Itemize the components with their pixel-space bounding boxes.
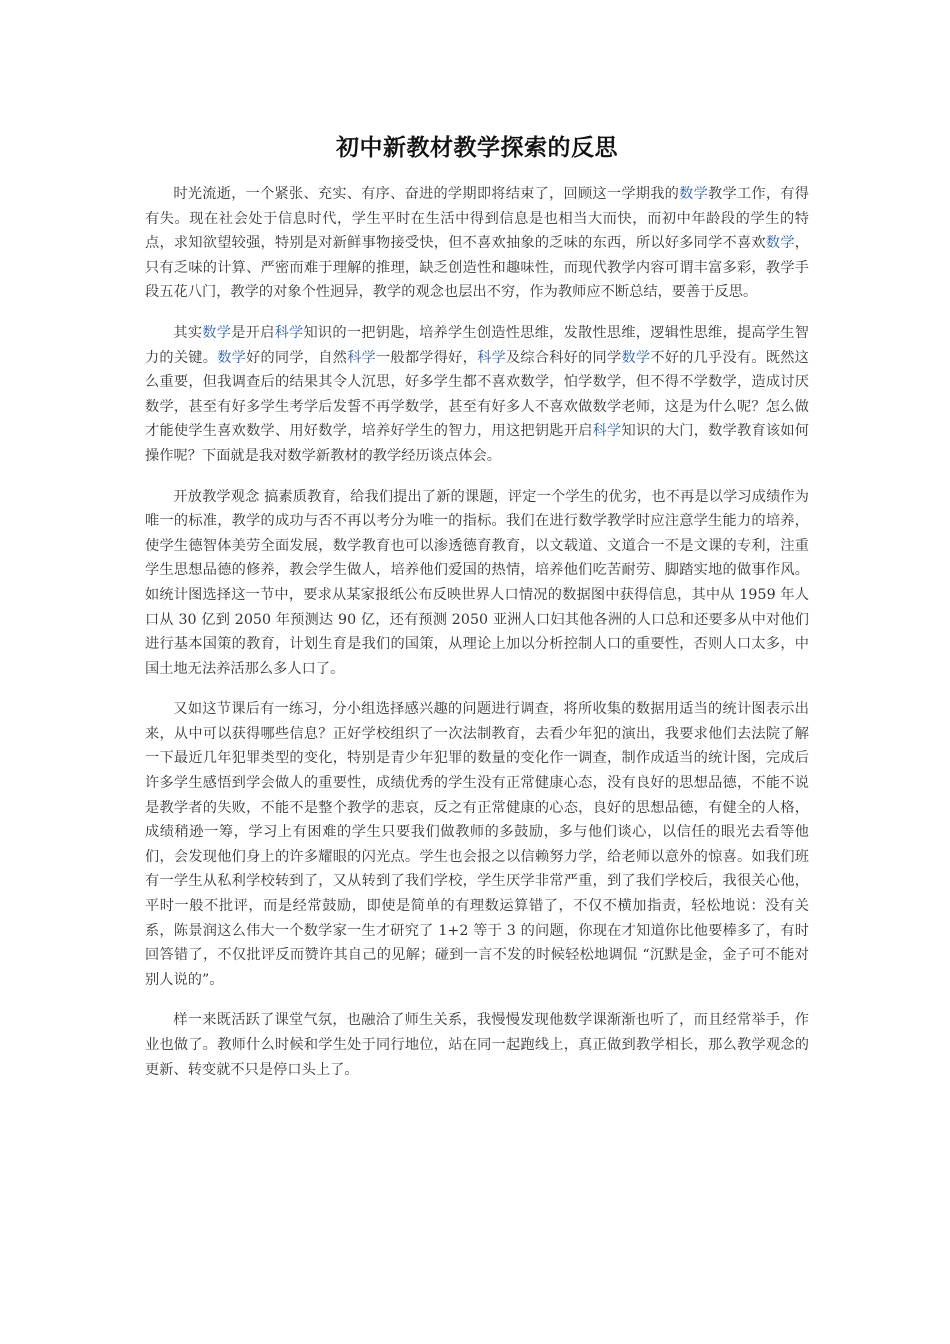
paragraph-text: 开放教学观念 搞素质教育，给我们提出了新的课题，评定一个学生的优劣，也不再是以学习成绩作为唯一的标准，教学的成功与否不再以考分为唯一的指标。我们在进行数学教学时应注意学生能力的培养，使学生德智体美劳全面发展，数学教育也可以渗透德育教育，以文载道、文道合一不是文课的专利，注重学生思想品德的修养，教会学生做人，培养他们爱国的热情，培养他们吃苦耐劳、脚踏实地的做事作风。如统计图选择这一节中，要求从某家报纸公布反映世界人口情况的数据图中获得信息，其中从 1959 年人口从 30 亿到 2050 年预测达 90 亿，还有预测 2050 亚洲人口妇其他各洲的人口总和还要多从中对他们进行基本国策的教育，计划生育是我们的国策，从理论上加以分析控制人口的重要性，否则人口太多，中国土地无法养活那么多人口了。 (145, 488, 809, 677)
paragraph (145, 321, 809, 469)
keyword-link[interactable]: 数学 (621, 349, 651, 366)
page-title: 初中新教材教学探索的反思 (336, 134, 618, 161)
keyword-link[interactable]: 数学 (217, 349, 247, 366)
paragraph-text: 知识的一把钥匙，培养学生创造性思维，发散性思维，逻辑性思维，提高学生智力的关键。 (145, 324, 809, 366)
keyword-link[interactable]: 科学 (477, 349, 506, 366)
keyword-link[interactable]: 科学 (347, 349, 376, 366)
paragraph-text: 样一来既活跃了课堂气氛，也融洽了师生关系，我慢慢发现他数学课渐渐也听了，而且经常举手，作业也做了。教师什么时候和学生处于同行地位，站在同一起跑线上，真正做到教学相长，那么教学观念的更新、转变就不只是停口头上了。 (145, 1012, 809, 1078)
paragraph (145, 1008, 809, 1082)
paragraph-text: 是开启 (231, 324, 275, 341)
paragraph-text: 不好的几乎没有。既然这么重要，但我调查后的结果其令人沉思，好多学生都不喜欢数学，怕学数学，但不得不学数学，造成讨厌数学，甚至有好多学生考学后发誓不再学数学，甚至有好多人不喜欢做数学老师，这是为什么呢？怎么做才能使学生喜欢数学、用好数学，培养好学生的智力，用这把钥匙开启 (145, 349, 809, 440)
keyword-link[interactable]: 数学 (765, 235, 795, 252)
document-body (145, 182, 809, 1082)
paragraph-text: 其实 (173, 324, 203, 341)
paragraph-text: 时光流逝，一个紧张、充实、有序、奋进的学期即将结束了，回顾这一学期我的 (173, 186, 680, 202)
paragraph-text: ，只有乏味的计算、严密而难于理解的推理，缺乏创造性和趣味性，而现代教学内容可谓丰富多彩，教学手段五花八门，教学的对象个性迥异，教学的观念也层出不穷，作为教师应不断总结，要善于反思。 (145, 235, 810, 301)
paragraph-text: 一般都学得好， (376, 349, 478, 366)
paragraph (145, 697, 809, 992)
paragraph-text: 知识的大门，数学教育该如何操作呢？下面就是我对数学新教材的教学经历谈点体会。 (145, 423, 810, 464)
paragraph-text: 又如这节课后有一练习，分小组选择感兴趣的问题进行调查，将所收集的数据用适当的统计图表示出来，从中可以获得哪些信息？正好学校组织了一次法制教育，去看少年犯的演出，我要求他们去法院了解一下最近几年犯罪类型的变化，特别是青少年犯罪的数量的变化作一调查，制作成适当的统计图，完成后许多学生感悟到学会做人的重要性，成绩优秀的学生没有正常健康心态，没有良好的思想品德，不能不说是教学者的失败，不能不是整个教学的悲哀，反之有正常健康的心态，良好的思想品德，有健全的人格，成绩稍逊一筹，学习上有困难的学生只要我们做教师的多鼓励，多与他们谈心，以信任的眼光去看等他们，会发现他们身上的许多耀眼的闪光点。学生也会报之以信赖努力学，给老师以意外的惊喜。如我们班有一学生从私利学校转到了，又从转到了我们学校，学生厌学非常严重，到了我们学校后，我很关心他，平时一般不批评，而是经常鼓励，即使是简单的有理数运算错了，不仅不横加指责，轻松地说：没有关系，陈景润这么伟大一个数学家一生才研究了 1+2 等于 3 的问题，你现在才知道你比他要棒多了，有时回答错了，不仅批评反而赞许其自己的见解；碰到一言不发的时候轻松地调侃 “沉默是金，金子可不能对别人说的”。 (145, 701, 809, 988)
paragraph-text: 好的同学，自然 (246, 349, 348, 366)
document-page (145, 128, 809, 1098)
keyword-link[interactable]: 科学 (592, 423, 622, 440)
paragraph-text: 教学工作，有得有失。现在社会处于信息时代，学生平时在生活中得到信息是也相当大而快，而初中年龄段的学生的特点，求知欲望较强，特别是对新鲜事物接受快，但不喜欢抽象的乏味的东西，所以好多同学不喜欢 (145, 186, 809, 252)
paragraph-text: 及综合科好的同学 (505, 349, 622, 366)
keyword-link[interactable]: 数学 (679, 186, 709, 202)
keyword-link[interactable]: 科学 (274, 324, 304, 341)
paragraph (145, 182, 809, 305)
keyword-link[interactable]: 数学 (202, 324, 232, 341)
paragraph (145, 485, 809, 682)
